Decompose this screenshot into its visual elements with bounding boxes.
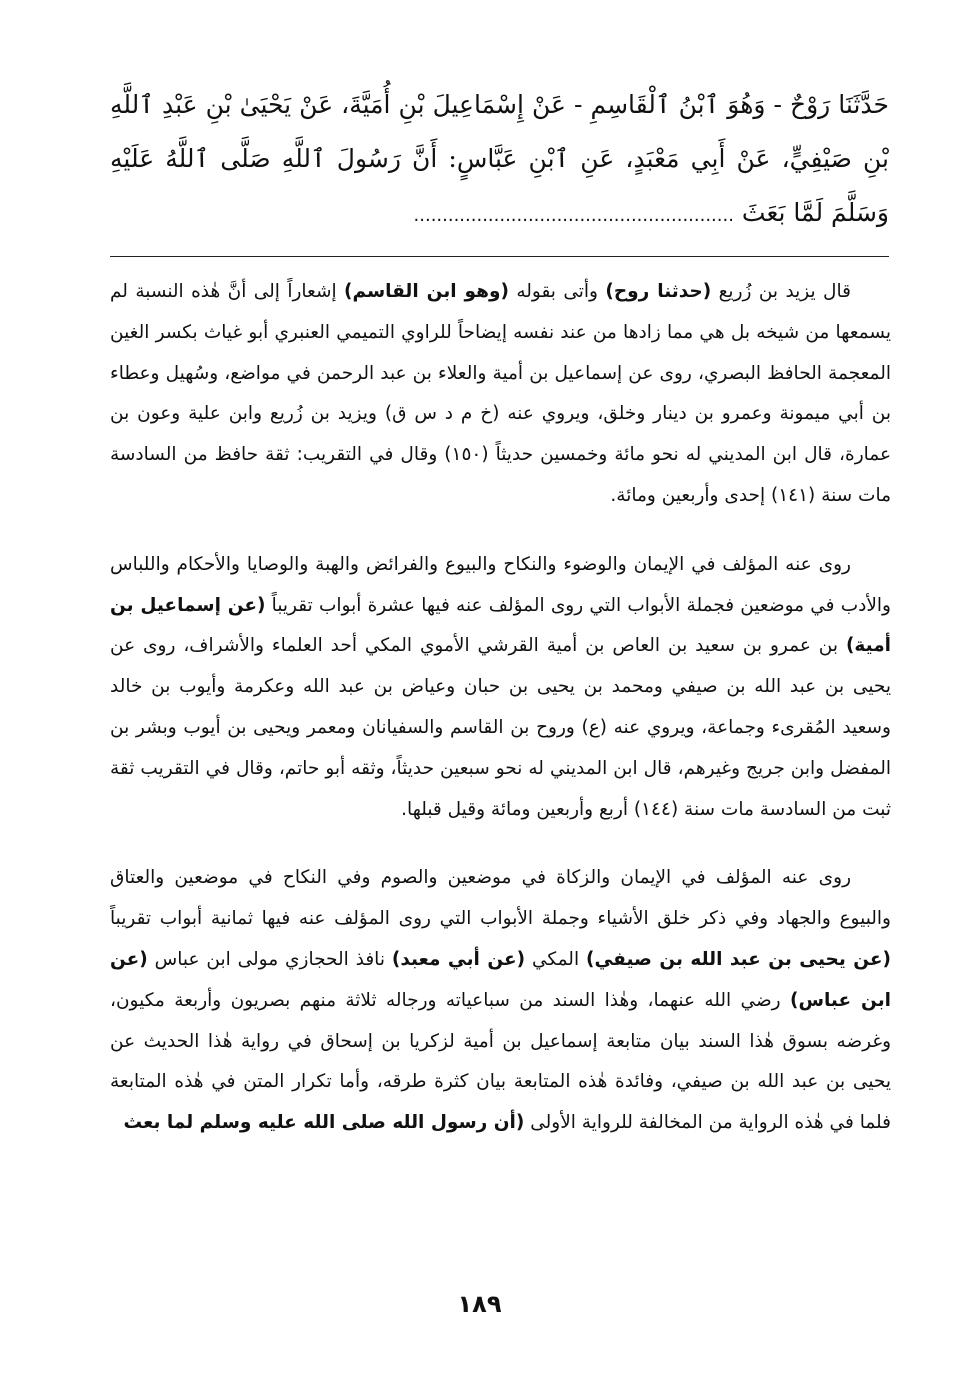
commentary-text: روى عنه المؤلف في الإيمان والزكاة في موضعين والصوم وفي النكاح في موضعين والعتاق والبيوع والجهاد وفي ذكر خلق الأشياء وجملة الأبواب التي روى المؤلف عنه فيها ثمانية أبواب تقريباً — [110, 867, 891, 930]
hadith-text — [110, 78, 889, 243]
page-number: ١٨٩ — [457, 1290, 502, 1318]
commentary-paragraph-2 — [110, 545, 891, 831]
hadith-ellipsis: ........................................................ — [413, 205, 734, 226]
quoted-narration: (عن ابن عباس) — [110, 948, 891, 1011]
commentary-text: قال يزيد بن زُريع — [711, 281, 851, 302]
quoted-narration: (حدثنا روح) — [605, 281, 712, 302]
hadith-matn: حَدَّثَنَا رَوْحٌ - وَهُوَ ٱبْنُ ٱلْقَاسِمِ - عَنْ إِسْمَاعِيلَ بْنِ أُمَيَّةَ، عَنْ يَحْيَىٰ بْنِ عَبْدِ ٱللَّهِ بْنِ صَيْفِيٍّ، عَنْ أَبِي مَعْبَدٍ، عَنِ ٱبْنِ عَبَّاسٍ: أَنَّ رَسُولَ ٱللَّهِ صَلَّى ٱللَّهُ عَلَيْهِ وَسَلَّمَ لَمَّا بَعَثَ — [110, 90, 889, 227]
commentary-section — [110, 272, 891, 1144]
commentary-paragraph-3 — [110, 858, 891, 1144]
quoted-narration: (عن أبي معبد) — [391, 948, 526, 970]
commentary-text: روى عنه المؤلف في الإيمان والوضوء والنكاح والبيوع والفرائض والهبة والوصايا والأحكام واللباس والأدب في موضعين فجملة الأبواب التي روى المؤلف عنه فيها عشرة أبواب تقريباً — [110, 553, 891, 616]
quoted-narration: (أن رسول الله صلى الله عليه وسلم لما بعث — [123, 1112, 525, 1134]
commentary-paragraph-1 — [110, 272, 891, 517]
quoted-narration: (عن إسماعيل بن أمية) — [110, 594, 891, 657]
quoted-narration: (عن يحيى بن عبد الله بن صيفي) — [585, 948, 891, 970]
commentary-text: إشعاراً إلى أنَّ هٰذه النسبة لم يسمعها من شيخه بل هي مما زادها من عند نفسه إيضاحاً للراوي التميمي العنبري أبو غياث بكسر الغين المعجمة الحافظ البصري، روى عن إسماعيل بن أمية والعلاء بن عبد الرحمن في مواضع، وسُهيل وعطاء بن أبي ميمونة وعمرو بن دينار وخلق، ويروي عنه (خ م د س ق) ويزيد بن زُريع وابن علية وعون بن عمارة، قال ابن المديني له نحو مائة وخمسين حديثاً (١٥٠) وقال في التقريب: ثقة حافظ من السادسة مات سنة (١٤١) إحدى وأربعين ومائة. — [110, 281, 891, 506]
footnote-separator-line — [110, 256, 889, 257]
commentary-text: المكي — [525, 948, 586, 970]
quoted-narration: (وهو ابن القاسم) — [344, 281, 509, 302]
commentary-text: رضي الله عنهما، وهٰذا السند من سباعياته ورجاله ثلاثة منهم بصريون وأربعة مكيون، وغرضه بسوق هٰذا السند بيان متابعة إسماعيل بن أمية لزكريا بن إسحاق في رواية هٰذا الحديث عن يحيى بن عبد الله بن صيفي، وفائدة هٰذه المتابعة بيان كثرة طرقه، وأما تكرار المتن في هٰذه المتابعة فلما في هٰذه الرواية من المخالفة للرواية الأولى — [110, 989, 891, 1134]
commentary-text: نافذ الحجازي مولى ابن عباس — [147, 948, 392, 970]
commentary-text: بن عمرو بن سعيد بن العاص بن أمية القرشي الأموي المكي أحد العلماء والأشراف، روى عن يحيى بن عبد الله بن صيفي ومحمد بن يحيى بن حبان وعياض بن عبد الله وعكرمة وأيوب بن خالد وسعيد المُقرىء وجماعة، ويروي عنه (ع) وروح بن القاسم والسفيانان ومعمر ويحيى بن أيوب وبشر بن المفضل وابن جريج وغيرهم، قال ابن المديني له نحو سبعين حديثاً، وثقه أبو حاتم، وقال في التقريب ثقة ثبت من السادسة مات سنة (١٤٤) أربع وأربعين ومائة وقيل قبلها. — [110, 635, 891, 820]
commentary-text: وأتى بقوله — [508, 281, 606, 302]
